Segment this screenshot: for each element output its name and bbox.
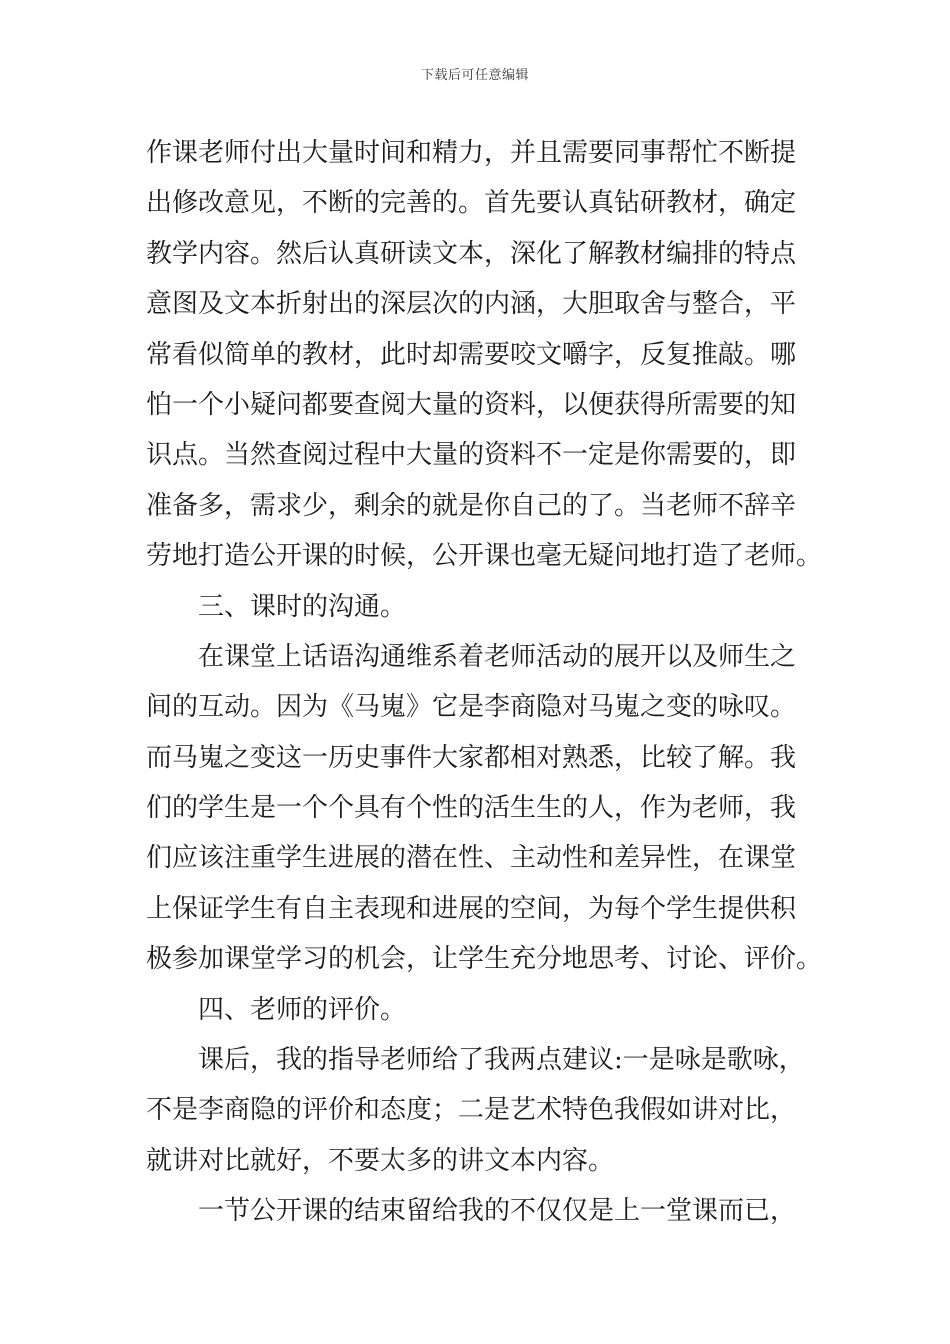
text-line: 们应该注重学生进展的潜在性、主动性和差异性，在课堂 — [146, 843, 797, 874]
page-header-note: 下载后可任意编辑 — [420, 68, 529, 83]
text-line: 间的互动。因为《马嵬》它是李商隐对马嵬之变的咏叹。 — [146, 692, 797, 723]
text-line: 们的学生是一个个具有个性的活生生的人，作为老师，我 — [146, 793, 797, 824]
text-line: 准备多，需求少，剩余的就是你自己的了。当老师不辞辛 — [146, 490, 797, 521]
text-line: 就讲对比就好，不要太多的讲文本内容。 — [146, 1145, 615, 1176]
text-line: 教学内容。然后认真研读文本，深化了解教材编排的特点 — [146, 238, 797, 269]
text-line: 劳地打造公开课的时候，公开课也毫无疑问地打造了老师。 — [146, 541, 823, 572]
text-line: 怕一个小疑问都要查阅大量的资料，以便获得所需要的知 — [146, 389, 797, 420]
text-line: 识点。当然查阅过程中大量的资料不一定是你需要的，即 — [146, 440, 797, 471]
document-body — [146, 128, 823, 1237]
text-line: 在课堂上话语沟通维系着老师活动的展开以及师生之 — [198, 641, 797, 672]
text-line: 常看似简单的教材，此时却需要咬文嚼字，反复推敲。哪 — [146, 339, 797, 370]
text-line: 不是李商隐的评价和态度；二是艺术特色我假如讲对比， — [146, 1095, 797, 1126]
text-line: 意图及文本折射出的深层次的内涵，大胆取舍与整合，平 — [146, 289, 797, 320]
text-line: 作课老师付出大量时间和精力，并且需要同事帮忙不断提 — [146, 138, 797, 168]
text-line: 四、老师的评价。 — [198, 994, 407, 1025]
text-line: 一节公开课的结束留给我的不仅仅是上一堂课而已， — [198, 1196, 797, 1227]
text-line: 三、课时的沟通。 — [198, 591, 407, 622]
text-line: 而马嵬之变这一历史事件大家都相对熟悉，比较了解。我 — [146, 742, 797, 773]
text-line: 极参加课堂学习的机会，让学生充分地思考、讨论、评价。 — [146, 944, 823, 975]
text-line: 课后，我的指导老师给了我两点建议:一是咏是歌咏， — [198, 1045, 805, 1076]
text-line: 上保证学生有自主表现和进展的空间，为每个学生提供积 — [146, 893, 797, 924]
text-line: 出修改意见，不断的完善的。首先要认真钻研教材，确定 — [146, 188, 797, 219]
